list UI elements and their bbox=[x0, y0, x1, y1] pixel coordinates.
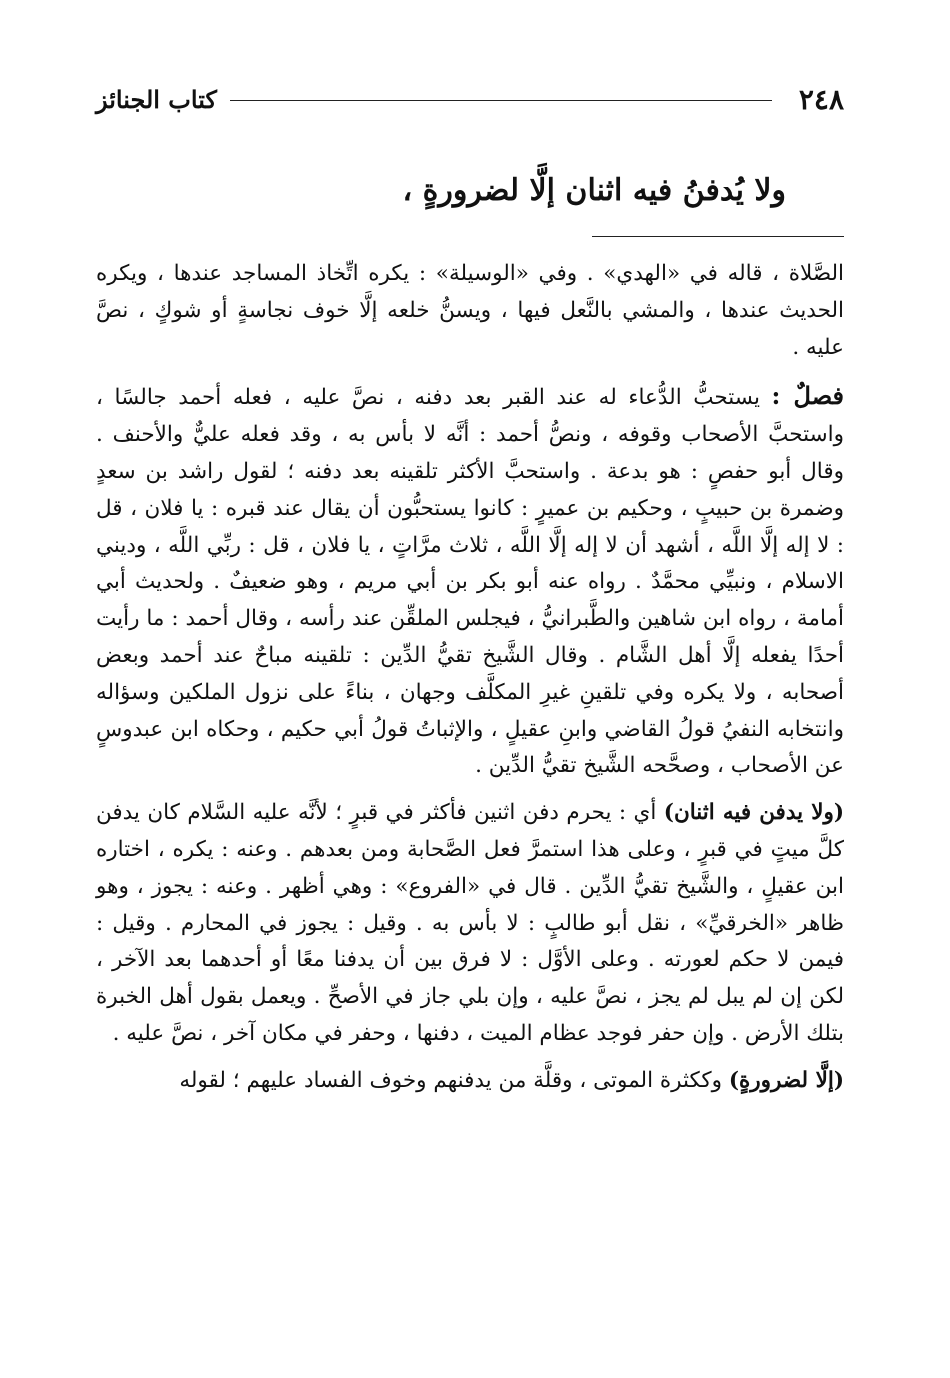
paragraph-text: وككثرة الموتى ، وقلَّة من يدفنهم وخوف الفساد عليهم ؛ لقوله bbox=[179, 1067, 729, 1093]
lemma-quote: (إلَّا لضرورةٍ) bbox=[728, 1067, 844, 1093]
paragraph bbox=[96, 1063, 844, 1100]
paragraph-text: يستحبُّ الدُّعاء له عند القبر بعد دفنه ، نصَّ عليه ، فعله أحمد جالسًا ، واستحبَّ الأصحاب وقوفه ، ونصُّ أحمد : أنَّه لا بأس به ، وقد فعله عليٌّ والأحنف . وقال أبو حفصٍ : هو بدعة . واستحبَّ الأكثر تلقينه بعد دفنه ؛ لقول راشد بن سعدٍ وضمرة بن حبيبٍ ، وحكيم بن عميرٍ : كانوا يستحبُّون أن يقال عند قبره : يا فلان ، قل : لا إله إلَّا اللَّه ، أشهد أن لا إله إلَّا اللَّه ، ثلاث مرَّاتٍ ، يا فلان ، قل : ربِّي اللَّه ، وديني الاسلام ، ونبيِّي محمَّدٌ . رواه عنه أبو بكر بن أبي مريم ، وهو ضعيفٌ . ولحديث أبي أمامة ، رواه ابن شاهين والطَّبرانيُّ ، فيجلس الملقِّن عند رأسه ، وقال أحمد : ما رأيت أحدًا يفعله إلَّا أهل الشَّام . وقال الشَّيخ تقيُّ الدِّين : تلقينه مباحٌ عند أحمد وبعض أصحابه ، ولا يكره وفي تلقينِ غيرِ المكلَّف وجهان ، بناءً على نزول الملكين وسؤاله وانتخابه النفيُ قولُ القاضي وابنِ عقيلٍ ، والإثباتُ قولُ أبي حكيم ، وحكاه ابن عبدوسٍ عن الأصحاب ، وصحَّحه الشَّيخ تقيُّ الدِّين . bbox=[96, 385, 844, 779]
matn-separator-rule bbox=[592, 236, 844, 237]
paragraph bbox=[96, 378, 844, 785]
page-number: ٢٤٨ bbox=[798, 83, 844, 116]
paragraph-text: أي : يحرم دفن اثنين فأكثر في قبرٍ ؛ لأنَّه عليه السَّلام كان يدفن كلَّ ميتٍ في قبرٍ ، وعلى هذا استمرَّ فعل الصَّحابة ومن بعدهم . وعنه : يكره ، اختاره ابن عقيلٍ ، والشَّيخ تقيُّ الدِّين . قال في «الفروع» : وهي أظهر . وعنه : يجوز ، وهو ظاهر «الخرقيِّ» ، نقل أبو طالبٍ : لا بأس به . وقيل : يجوز في المحارم . وقيل : فيمن لا حكم لعورته . وعلى الأوَّل : لا فرق بين أن يدفنا معًا أو أحدهما بعد الآخر ، لكن إن لم يبل لم يجز ، نصَّ عليه ، وإن بلي جاز في الأصحِّ . ويعمل بقول أهل الخبرة بتلك الأرض . وإن حفر فوجد عظام الميت ، دفنها ، وحفر في مكان آخر ، نصَّ عليه . bbox=[96, 800, 844, 1046]
section-heading: فصلٌ : bbox=[771, 381, 844, 411]
header-rule bbox=[230, 100, 772, 101]
paragraph bbox=[96, 256, 844, 366]
running-title: كتاب الجنائز bbox=[96, 85, 217, 114]
paragraph-text: الصَّلاة ، قاله في «الهدي» . وفي «الوسيلة» : يكره اتِّخاذ المساجد عندها ، ويكره الحديث عندها ، والمشي بالنَّعل فيها ، ويسنُّ خلعه إلَّا خوف نجاسةٍ أو شوكٍ ، نصَّ عليه . bbox=[96, 261, 844, 360]
running-header bbox=[96, 82, 844, 118]
matn-text: ولا يُدفنُ فيه اثنان إلَّا لضرورةٍ ، bbox=[402, 173, 786, 208]
lemma-quote: (ولا يدفن فيه اثنان) bbox=[663, 800, 845, 826]
paragraph bbox=[96, 795, 844, 1053]
commentary-body bbox=[96, 256, 844, 1110]
